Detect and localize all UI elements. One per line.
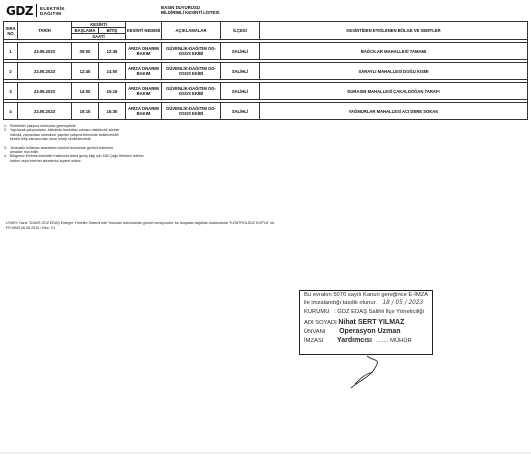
stamp-muhur: MÜHÜR <box>390 338 412 344</box>
logo-text <box>40 6 65 16</box>
table-row <box>4 63 528 80</box>
stamp-kurumu-row <box>304 309 424 316</box>
cell-end: 12:45 <box>99 43 126 60</box>
cell-no: 4 <box>4 103 18 120</box>
cell-date: 23.05.2023 <box>18 63 72 80</box>
document-footnote <box>6 221 386 230</box>
stamp-adi-value: Nihat SERT YILMAZ <box>338 319 405 326</box>
document-header <box>3 2 527 20</box>
cell-district: SALİHLİ <box>221 83 260 100</box>
header-saati: SAATİ <box>72 34 126 40</box>
cell-area: DURASIN MAHALLESİ ÇAKALDOĞAN TARAFI <box>260 83 528 100</box>
document-title <box>161 5 220 15</box>
stamp-dots: ........ <box>375 338 389 344</box>
table-row <box>4 83 528 100</box>
note-number: 4. <box>4 154 7 159</box>
header-kesinti: KESİNTİ <box>72 22 126 28</box>
header-nedeni: KESİNTİ NEDENİ <box>126 22 162 40</box>
stamp-adi-label: ADI SOYADI <box>304 320 337 326</box>
note-text: kesinti bitiş zamanından önce enerji verilebilecektir. <box>10 137 92 142</box>
note-text: Yapılacak çalışmaların, bitiminde kesintisiz zamanı olabilecek süreler <box>10 128 120 133</box>
stamp-unvani-row <box>304 328 401 336</box>
cell-end: 15:15 <box>99 83 126 100</box>
logo-separator <box>36 4 37 17</box>
stamp-adi-row <box>304 319 404 327</box>
stamp-imzasi-value: Yardımcısı <box>336 337 372 344</box>
e-signature-stamp <box>299 290 433 355</box>
note-number: 3. <box>4 145 7 150</box>
cell-area: BAĞCILAR MAHALLESİ TAMAMI <box>260 43 528 60</box>
cell-district: SALİHLİ <box>221 43 260 60</box>
header-tarih: TARİH <box>18 22 72 40</box>
cell-reason: ARIZA ONARIM BAKIM <box>126 43 162 60</box>
stamp-unvani-value: Operasyon Uzman <box>339 328 401 335</box>
cell-reason: ARIZA ONARIM BAKIM <box>126 63 162 80</box>
cell-no: 3 <box>4 83 18 100</box>
cell-start: 12:45 <box>72 63 99 80</box>
stamp-kurumu-label: KURUMU <box>304 309 330 315</box>
stamp-line-2 <box>304 300 423 307</box>
stamp-imzasi-row <box>304 337 412 345</box>
cell-note: GÜVENLİK-DAĞITIM OG-OSOS EKİBİ <box>162 63 221 80</box>
cell-note: GÜVENLİK-DAĞITIM OG-OSOS EKİBİ <box>162 83 221 100</box>
cell-district: SALİHLİ <box>221 63 260 80</box>
header-ilcesi: İLÇESİ <box>221 22 260 40</box>
notes-list <box>4 124 234 163</box>
handwritten-signature <box>345 352 390 392</box>
table-row <box>4 43 528 60</box>
note-number: 2. <box>4 128 7 133</box>
header-bitis: BİTİŞ <box>99 28 126 34</box>
cell-end: 14:00 <box>99 63 126 80</box>
cell-start: 15:15 <box>72 103 99 120</box>
stamp-kurumu-value: : GDZ EDAŞ Salihli İlçe Yöneticiliği <box>334 309 424 315</box>
cell-reason: ARIZA ONARIM BAKIM <box>126 83 162 100</box>
note-text: Bölgemiz Elektrik kesintileri hakkında daha geniş bilgi için 186 Çağrı Merkezi telefon <box>10 154 144 159</box>
note-text: Elektrikler çalışma süresince gelmeyebilir <box>10 124 76 128</box>
header-baslama: BAŞLAMA <box>72 28 99 34</box>
cell-district: SALİHLİ <box>221 103 260 120</box>
logo-text-line-2: DAĞITIM <box>40 10 62 16</box>
cell-no: 2 <box>4 63 18 80</box>
stamp-approval-text: ile imzalandığı tasdik olunur. <box>304 300 377 306</box>
cell-reason: ARIZA ONARIM BAKIM <box>126 103 162 120</box>
note-text: almaları rica edilir. <box>10 150 39 155</box>
table-row <box>4 103 528 120</box>
note-text: hatırda, zamandan süresince yapılan çalışma bitiminde beklenmedik <box>10 132 119 137</box>
header-sira-no: SIRA NO <box>4 22 18 40</box>
cell-area: SARAYLI MAHALLESİ DOĞU KISMI <box>260 63 528 80</box>
cell-start: 09:00 <box>72 43 99 60</box>
stamp-unvani-label: ÜNVANI <box>304 329 326 335</box>
cell-note: GÜVENLİK-DAĞITIM OG-OSOS EKİBİ <box>162 43 221 60</box>
cell-date: 23.05.2023 <box>18 43 72 60</box>
document-title-line-1: BASIN DUYURUSU <box>161 5 200 10</box>
note-text: Jeneratör kullanan abonelerin kesinti öncesinde gerekli önlemleri <box>10 145 114 150</box>
logo-text-line-1: ELEKTRİK <box>40 5 65 11</box>
cell-no: 1 <box>4 43 18 60</box>
cell-end: 16:30 <box>99 103 126 120</box>
company-logo <box>6 4 65 17</box>
cell-start: 14:00 <box>72 83 99 100</box>
stamp-date: 18 / 05 / 2023 <box>382 300 424 306</box>
header-bolge: KESİNTİDEN ETKİLENEN BÖLGE VE SEMTLER <box>260 22 528 40</box>
outage-table <box>3 21 528 120</box>
footnote-form-code: FR.WM3.06.08.2015 / Rev.: 01 <box>6 225 56 230</box>
scan-artifact <box>0 452 531 454</box>
stamp-line-1: Bu evrakın 5070 sayılı Kanun gereğince E-İMZA <box>304 292 429 298</box>
logo-mark: GDZ <box>6 3 34 18</box>
cell-date: 23.05.2023 <box>18 83 72 100</box>
stamp-imzasi-label: İMZASI <box>304 338 324 344</box>
cell-area: YAĞMURLAR MAHALLESİ ACI DERE SOKAK <box>260 103 528 120</box>
header-aciklamalar: AÇIKLAMALAR <box>162 22 221 40</box>
cell-date: 23.05.2023 <box>18 103 72 120</box>
cell-note: GÜVENLİK-DAĞITIM OG-OSOS EKİBİ <box>162 103 221 120</box>
note-number: 1. <box>4 124 7 128</box>
footnote-warning: UYARI: Yazılı "GDMS GDZ EDAŞ Entegre Yönetim Sistemi'nde" bulunan dokümanlar güncel versiyondur; bu dosyalar dağıtılan dokümanlar "KONTROLSÜZ KOPYA" dır. <box>6 221 276 225</box>
note-text: hattını veya internet adresimizi ziyaret ediniz. <box>10 158 82 163</box>
document-title-line-2: BİLDİRİMLİ KESİNTİ LİSTESİ <box>161 10 220 16</box>
